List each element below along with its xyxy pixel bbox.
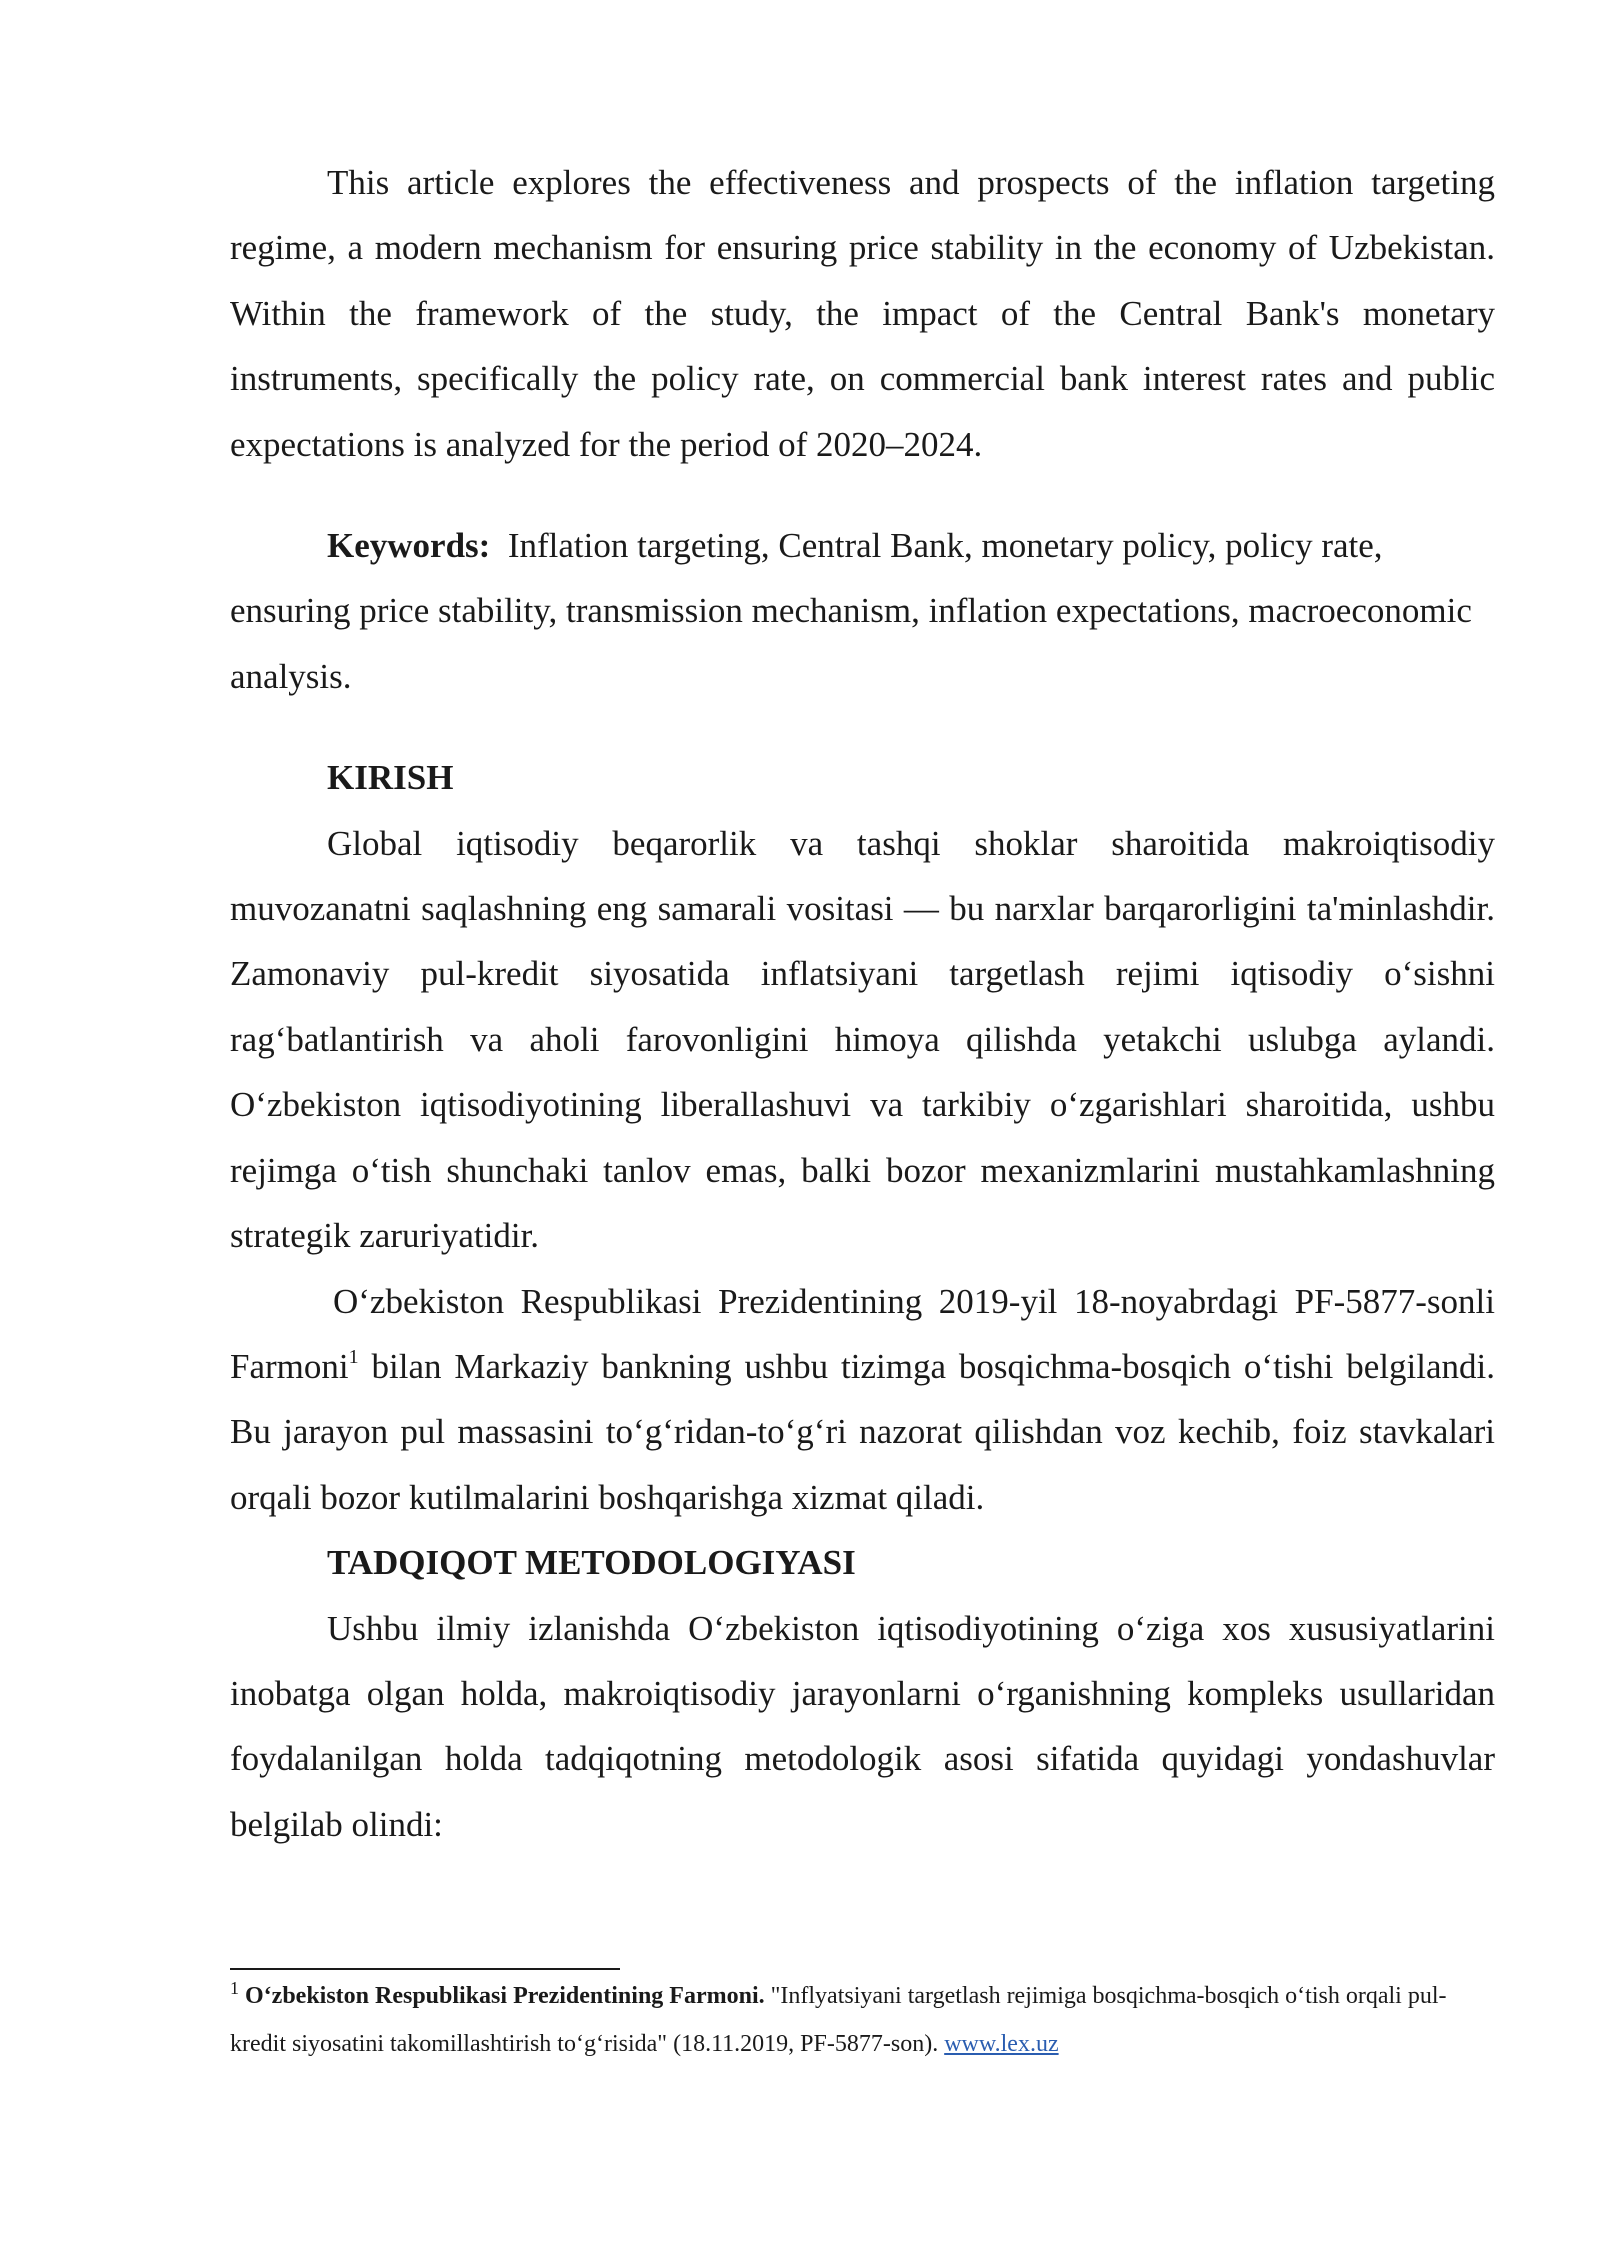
footnote-text: "Inflyatsiyani targetlash rejimiga bosqichma-bosqich oʻtish orqali pul-kredit siyosatini takomillashtirish toʻgʻrisida" (18.11.2019, PF-5877-son). (230, 1983, 1447, 2057)
footnote-number: 1 (230, 1978, 239, 1998)
footnote-source: Oʻzbekiston Respublikasi Prezidentining Farmoni. (245, 1983, 765, 2009)
footnote-separator (230, 1968, 620, 1970)
keywords-text: Inflation targeting, Central Bank, monetary policy, policy rate, ensuring price stability, transmission mechanism, inflation expectations, macroeconomic analysis. (230, 526, 1472, 696)
intro-paragraph-2-text-b: bilan Markaziy bankning ushbu tizimga bosqichma-bosqich oʻtishi belgilandi. Bu jarayon pul massasini toʻgʻridan-toʻgʻri nazorat qilishdan voz kechib, foiz stavkalari orqali bozor kutilmalarini boshqarishga xizmat qiladi. (230, 1346, 1495, 1517)
methodology-heading: TADQIQOT METODOLOGIYASI (327, 1543, 856, 1583)
footnote-link[interactable]: www.lex.uz (944, 2031, 1059, 2057)
intro-paragraph-1: Global iqtisodiy beqarorlik va tashqi shoklar sharoitida makroiqtisodiy muvozanatni saqlashning eng samarali vositasi — bu narxlar barqarorligini ta'minlashdir. Zamonaviy pul-kredit siyosatida inflatsiyani targetlash rejimi iqtisodiy oʻsishni ragʻbatlantirish va aholi farovonligini himoya qilishda yetakchi uslubga aylandi. Oʻzbekiston iqtisodiyotining liberallashuvi va tarkibiy oʻzgarishlari sharoitida, ushbu rejimga oʻtish shunchaki tanlov emas, balki bozor mexanizmlarini mustahkamlashning strategik zaruriyatidir. (230, 823, 1495, 1256)
abstract-paragraph: This article explores the effectiveness and prospects of the inflation targeting regime, a modern mechanism for ensuring price stability in the economy of Uzbekistan. Within the framework of the study, the impact of the Central Bank's monetary instruments, specifically the policy rate, on commercial bank interest rates and public expectations is analyzed for the period of 2020–2024. (230, 163, 1495, 464)
footnote (230, 1972, 1500, 2068)
keywords-paragraph (230, 513, 1495, 709)
intro-paragraph-2 (230, 1269, 1495, 1531)
footnote-reference[interactable]: 1 (348, 1346, 359, 1369)
intro-paragraph-2-text-a: Oʻzbekiston Respublikasi Prezidentining 2019-yil 18-noyabrdagi PF-5877-sonli Farmoni (230, 1281, 1495, 1386)
methodology-paragraph-1: Ushbu ilmiy izlanishda Oʻzbekiston iqtisodiyotining oʻziga xos xususiyatlarini inobatga olgan holda, makroiqtisodiy jarayonlarni oʻrganishning kompleks usullaridan foydalanilgan holda tadqiqotning metodologik asosi sifatida quyidagi yondashuvlar belgilab olindi: (230, 1608, 1495, 1844)
document-page (230, 150, 1495, 1857)
keywords-label: Keywords: (327, 526, 491, 566)
intro-heading: KIRISH (327, 758, 454, 798)
